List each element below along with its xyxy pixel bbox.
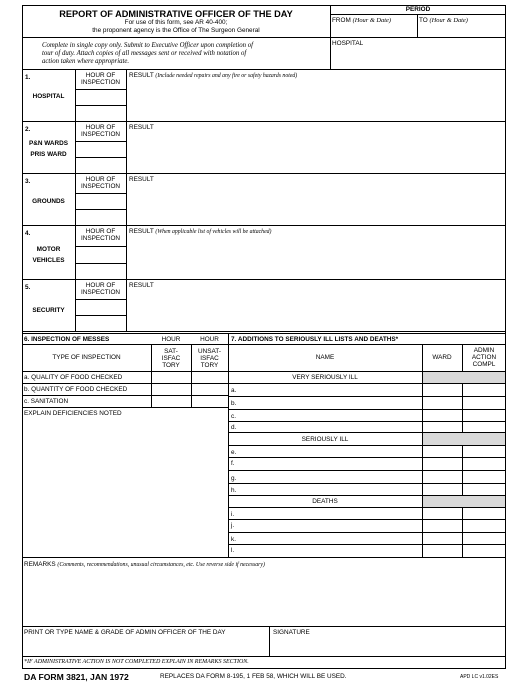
version-label: APD LC v1.02ES xyxy=(460,674,499,680)
form-subtitle-1: For use of this form, see AR 40-400; xyxy=(124,19,228,26)
satisfactory-header: SAT- xyxy=(164,348,178,355)
section-2-name-1: P&N WARDS xyxy=(28,140,69,147)
seriously-ill-heading: SERIOUSLY ILL xyxy=(301,436,349,443)
sanitation-sat-input[interactable] xyxy=(152,396,190,406)
quality-of-food-row: a. QUALITY OF FOOD CHECKED xyxy=(24,374,123,381)
row-letter: h. xyxy=(231,487,237,494)
row-letter: g. xyxy=(231,475,237,482)
form-id: DA FORM 3821, JAN 1972 xyxy=(24,672,129,682)
section-5-result-label: RESULT xyxy=(129,282,154,289)
section-2-result-input[interactable] xyxy=(127,132,505,172)
row-letter: f. xyxy=(231,460,235,467)
section-1-hour-input-1[interactable] xyxy=(76,90,125,104)
quality-sat-input[interactable] xyxy=(152,372,190,382)
section-1-name: HOSPITAL xyxy=(32,93,65,100)
row-letter: i. xyxy=(231,511,235,518)
inspection-label: INSPECTION xyxy=(80,131,121,138)
section-5-number: 5. xyxy=(25,284,31,291)
section-1-hour-input-2[interactable] xyxy=(76,106,125,120)
hour-of-label: HOUR OF xyxy=(85,176,116,183)
section-1-result-label: RESULT (Include needed repairs and any fire or safety hazards noted) xyxy=(129,72,298,79)
section-5-hour-input-1[interactable] xyxy=(76,300,125,314)
deaths-heading: DEATHS xyxy=(312,498,338,505)
footnote: *IF ADMINISTRATIVE ACTION IS NOT COMPLETED EXPLAIN IN REMARKS SECTION. xyxy=(24,659,249,665)
sanitation-unsat-input[interactable] xyxy=(192,396,227,406)
additions-title: 7. ADDITIONS TO SERIOUSLY ILL LISTS AND DEATHS* xyxy=(231,336,399,343)
name-header: NAME xyxy=(315,354,335,361)
row-letter: j. xyxy=(231,522,235,529)
da-form-3821-page: REPORT OF ADMINISTRATIVE OFFICER OF THE DAY For use of this form, see AR 40-400; the proponent agency is the Office of The Surgeon General PERIOD FROM (Hour & Date) TO (Hour & Date) HOSPITAL Complete in single copy only. Submit to Executive Officer upon completion of tour of duty. Attach copies of all messages sent or received with notation of action taken where appropriate. 1. HOSPITAL HOUR OF INSPECTION RESULT (Include needed repairs and any fire or safety hazards noted) 2. P&N WARDS PRIS WARD HOUR OF INSPECTION RESULT 3. GROUNDS HOUR OF INSPECTION RESULT 4. MOTOR VEHICLES HOUR OF INSPECTION RESULT (When applicable list of vehicles will be attached) 5. SECURITY HOUR OF INSPECTION RESULT 6. INSPECTION OF MESSES HOUR HOUR TYPE OF INSPECTION SAT- ISFAC TORY UNSAT- ISFAC TORY a. QUALITY OF FOOD CHECKED b. QUANTITY OF FOOD CHECKED c. SANITATION EXPLAIN DEFICIENCIES NOTED 7. ADDITIONS TO SERIOUSLY ILL LISTS AND DEATHS* NAME WARD ADMIN ACTION COMPL VERY SERIOUSLY ILL a. b. c. d. SERIOUSLY ILL e. f. g. h. DEATHS i. j. k. l. REMARKS (Comments, recommendations, unusual circumstances, etc. Use reverse side if necessary) PRINT OR TYPE NAME & GRADE OF ADMIN OFFICER OF THE DAY SIGNATURE *IF ADMINISTRATIVE ACTION IS NOT COMPLETED EXPLAIN IN REMARKS SECTION. DA FORM 3821, JAN 1972 REPLACES DA FORM 8-195, 1 FEB 58, WHICH WILL BE USED. APD LC v1.02ES xyxy=(0,0,530,692)
additions-names-input[interactable] xyxy=(238,384,421,556)
row-letter: e. xyxy=(231,449,237,456)
instructions-line-2: tour of duty. Attach copies of all messages sent or received with notation of xyxy=(42,50,247,57)
remarks-label: REMARKS (Comments, recommendations, unusual circumstances, etc. Use reverse side if necessary) xyxy=(24,561,265,568)
row-letter: a. xyxy=(231,387,237,394)
remarks-input[interactable] xyxy=(23,570,505,625)
section-3-hour-input-2[interactable] xyxy=(76,210,125,224)
quantity-sat-input[interactable] xyxy=(152,384,190,394)
ward-header: WARD xyxy=(432,354,452,361)
quantity-unsat-input[interactable] xyxy=(192,384,227,394)
section-3-result-label: RESULT xyxy=(129,176,154,183)
section-4-name-1: MOTOR xyxy=(36,246,61,253)
admin-action-header: ADMIN xyxy=(473,347,495,354)
to-field-label[interactable]: TO (Hour & Date) xyxy=(419,17,468,24)
section-2-result-label: RESULT xyxy=(129,124,154,131)
replaces-note: REPLACES DA FORM 8-195, 1 FEB 58, WHICH WILL BE USED. xyxy=(160,673,347,680)
section-1-result-input[interactable] xyxy=(127,80,505,120)
section-2-hour-input-2[interactable] xyxy=(76,158,125,172)
additions-admin-input[interactable] xyxy=(463,384,505,556)
section-4-name-2: VEHICLES xyxy=(32,257,65,264)
row-letter: k. xyxy=(231,536,236,543)
section-4-number: 4. xyxy=(25,230,31,237)
hour-2-label: HOUR xyxy=(200,336,219,343)
very-seriously-ill-heading: VERY SERIOUSLY ILL xyxy=(292,374,358,381)
section-5-name: SECURITY xyxy=(32,307,65,314)
section-4-hour-input-2[interactable] xyxy=(76,264,125,278)
section-1-number: 1. xyxy=(25,74,31,81)
section-3-result-input[interactable] xyxy=(127,184,505,224)
signature-input[interactable] xyxy=(270,637,505,655)
hour-of-label: HOUR OF xyxy=(85,72,116,79)
explain-deficiencies-label: EXPLAIN DEFICIENCIES NOTED xyxy=(24,410,122,417)
sanitation-row: c. SANITATION xyxy=(24,398,69,405)
form-title: REPORT OF ADMINISTRATIVE OFFICER OF THE DAY xyxy=(59,9,293,19)
row-letter: d. xyxy=(231,424,237,431)
section-4-result-input[interactable] xyxy=(127,236,505,278)
unsatisfactory-header: UNSAT- xyxy=(198,348,221,355)
row-letter: l. xyxy=(231,547,235,554)
admin-officer-name-input[interactable] xyxy=(23,637,268,655)
section-3-hour-input-1[interactable] xyxy=(76,194,125,208)
type-of-inspection-header: TYPE OF INSPECTION xyxy=(52,354,121,361)
section-2-hour-input-1[interactable] xyxy=(76,142,125,156)
messes-title: 6. INSPECTION OF MESSES xyxy=(24,336,110,343)
hour-of-label: HOUR OF xyxy=(85,282,116,289)
row-letter: c. xyxy=(231,413,236,420)
quantity-of-food-row: b. QUANTITY OF FOOD CHECKED xyxy=(24,386,128,393)
form-subtitle-2: the proponent agency is the Office of The Surgeon General xyxy=(92,27,260,34)
additions-ward-input[interactable] xyxy=(423,384,461,556)
section-3-name: GROUNDS xyxy=(32,198,65,205)
deficiencies-input[interactable] xyxy=(23,419,227,556)
signature-label: SIGNATURE xyxy=(273,629,310,636)
instructions-line-1: Complete in single copy only. Submit to Executive Officer upon completion of xyxy=(42,42,254,49)
section-4-result-label: RESULT (When applicable list of vehicles will be attached) xyxy=(129,228,272,235)
period-label: PERIOD xyxy=(405,6,431,13)
inspection-label: INSPECTION xyxy=(80,79,121,86)
instructions-line-3: action taken where appropriate. xyxy=(42,58,130,65)
hour-of-label: HOUR OF xyxy=(85,228,116,235)
inspection-label: INSPECTION xyxy=(80,183,121,190)
section-2-name-2: PRIS WARD xyxy=(30,151,67,158)
row-letter: b. xyxy=(231,400,237,407)
quality-unsat-input[interactable] xyxy=(192,372,227,382)
from-field-label[interactable]: FROM (Hour & Date) xyxy=(332,17,391,24)
section-2-number: 2. xyxy=(25,126,31,133)
section-3-number: 3. xyxy=(25,178,31,185)
admin-officer-name-label: PRINT OR TYPE NAME & GRADE OF ADMIN OFFICER OF THE DAY xyxy=(24,629,226,636)
hour-1-label: HOUR xyxy=(161,336,181,343)
section-5-result-input[interactable] xyxy=(127,290,505,330)
hospital-field-label[interactable]: HOSPITAL xyxy=(332,40,364,47)
section-5-hour-input-2[interactable] xyxy=(76,316,125,330)
inspection-label: INSPECTION xyxy=(80,289,121,296)
hour-of-label: HOUR OF xyxy=(85,124,116,131)
section-4-hour-input-1[interactable] xyxy=(76,247,125,262)
inspection-label: INSPECTION xyxy=(80,235,121,242)
